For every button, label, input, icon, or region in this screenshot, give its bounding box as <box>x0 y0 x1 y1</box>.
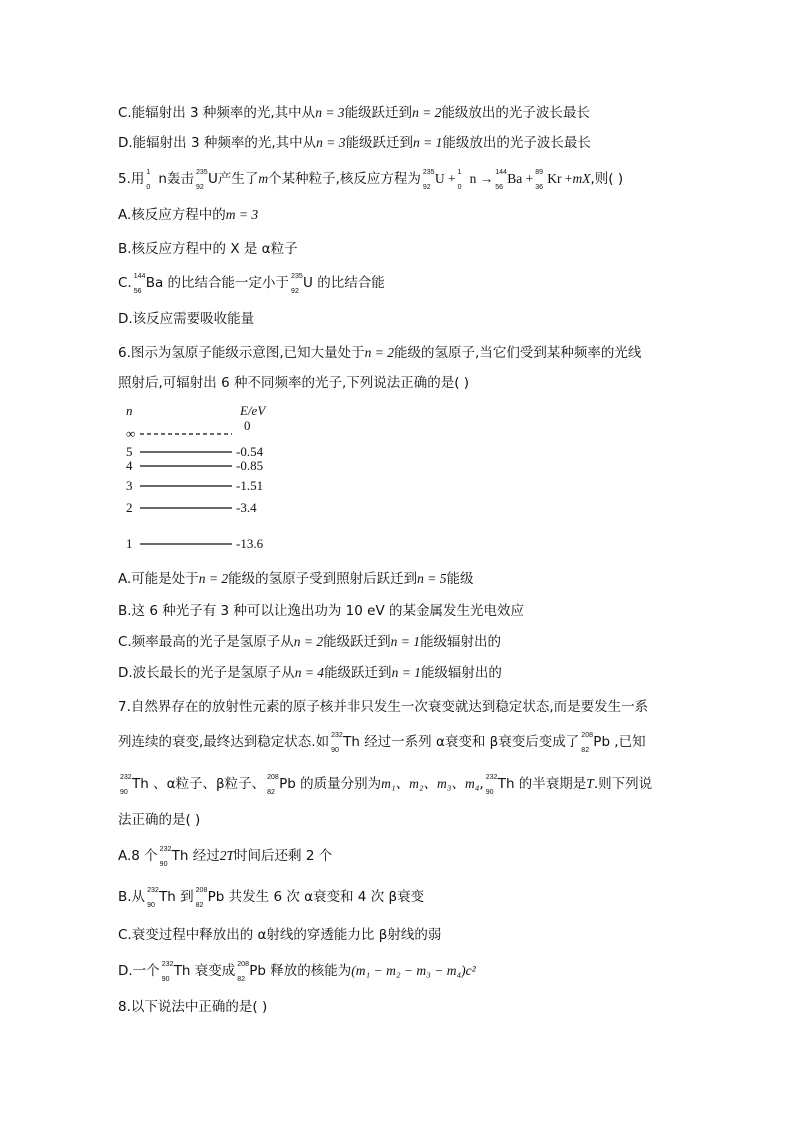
nuclide-th232: 232 90 <box>159 846 172 868</box>
q7-stem-line2: 列连续的衰变,最终达到稳定状态.如 232 90 Th 经过一系列 α衰变和 β衰变后变成了 208 82 Pb ,已知 <box>118 732 646 754</box>
nuclide-th232: 232 90 <box>147 887 159 909</box>
level-n-label: 3 <box>126 478 133 493</box>
level-energy-label: -0.54 <box>236 444 264 459</box>
q7-option-c: C.衰变过程中释放出的 α射线的穿透能力比 β射线的弱 <box>118 927 442 943</box>
q4-option-c: C.能辐射出 3 种频率的光,其中从n = 3能级跃迁到n = 2能级放出的光子波长最长 <box>118 105 590 121</box>
nuclide-th232: 232 90 <box>331 732 343 754</box>
nuclide-neutron: 1 0 <box>457 169 462 191</box>
q5-option-b: B.核反应方程中的 X 是 α粒子 <box>118 241 298 257</box>
nuclide-th232: 232 90 <box>485 774 498 796</box>
q6-stem-line2: 照射后,可辐射出 6 种不同频率的光子,下列说法正确的是( ) <box>118 375 470 391</box>
q5-option-d: D.该反应需要吸收能量 <box>118 311 255 327</box>
q7-stem-line3: 232 90 Th 、α粒子、β粒子、 208 82 Pb 的质量分别为m₁、m₂、m₃、m₄, 232 90 Th 的半衰期是T.则下列说 <box>120 774 653 796</box>
q5-stem: 5.用 1 0 n轰击 235 92 U产生了m个某种粒子,核反应方程为 235 92 U + 1 0 n → 144 56 Ba + 89 36 Kr +mX,则( ) <box>118 169 624 191</box>
q4-option-d: D.能辐射出 3 种频率的光,其中从n = 3能级跃迁到n = 1能级放出的光子波长最长 <box>118 135 591 151</box>
q6-stem-line1: 6.图示为氢原子能级示意图,已知大量处于n = 2能级的氢原子,当它们受到某种频率的光线 <box>118 345 642 361</box>
q5-option-c: C. 144 56 Ba 的比结合能一定小于 235 92 U 的比结合能 <box>118 273 385 295</box>
nuclide-pb208: 208 82 <box>195 887 208 909</box>
level-energy-label: -3.4 <box>236 500 257 515</box>
q7-option-d: D.一个 232 90 Th 衰变成 208 82 Pb 释放的核能为(m₁ − m₂ − m₃ − m₄)c² <box>118 961 476 983</box>
level-n-label: 2 <box>126 500 133 515</box>
n-header: n <box>126 403 133 418</box>
level-energy-label: -1.51 <box>236 478 264 493</box>
nuclide-ba144: 144 56 <box>133 273 146 295</box>
nuclide-pb208: 208 82 <box>267 774 279 796</box>
nuclide-pb208: 208 82 <box>581 732 593 754</box>
level-energy-label: -13.6 <box>236 536 264 551</box>
level-n-label: ∞ <box>126 426 136 441</box>
q6-option-d: D.波长最长的光子是氢原子从n = 4能级跃迁到n = 1能级辐射出的 <box>118 665 502 681</box>
level-energy-label: 0 <box>244 418 251 433</box>
level-n-label: 1 <box>126 536 133 551</box>
q5-option-a: A.核反应方程中的m = 3 <box>118 207 259 223</box>
nuclide-th232: 232 90 <box>120 774 132 796</box>
level-energy-label: -0.85 <box>236 458 264 473</box>
q6-option-c: C.频率最高的光子是氢原子从n = 2能级跃迁到n = 1能级辐射出的 <box>118 634 501 650</box>
nuclide-ba144: 144 56 <box>495 169 507 191</box>
q7-option-a: A.8 个 232 90 Th 经过2T时间后还剩 2 个 <box>118 846 333 868</box>
q6-option-b: B.这 6 种光子有 3 种可以让逸出功为 10 eV 的某金属发生光电效应 <box>118 603 524 619</box>
level-n-label: 4 <box>126 458 133 473</box>
nuclide-pb208: 208 82 <box>237 961 249 983</box>
q7-option-b: B.从 232 90 Th 到 208 82 Pb 共发生 6 次 α衰变和 4 次 β衰变 <box>118 887 425 909</box>
q6-option-a: A.可能是处于n = 2能级的氢原子受到照射后跃迁到n = 5能级 <box>118 571 474 587</box>
nuclide-u235: 235 92 <box>195 169 208 191</box>
q7-stem-line1: 7.自然界存在的放射性元素的原子核并非只发生一次衰变就达到稳定状态,而是要发生一系 <box>118 699 649 715</box>
nuclide-neutron: 1 0 <box>146 169 151 191</box>
q8-stem: 8.以下说法中正确的是( ) <box>118 999 268 1015</box>
level-n-label: 5 <box>126 444 133 459</box>
nuclide-kr89: 89 36 <box>535 169 544 191</box>
nuclide-th232: 232 90 <box>161 961 174 983</box>
nuclide-u235: 235 92 <box>422 169 435 191</box>
energy-header: E/eV <box>240 403 266 418</box>
energy-level-diagram <box>118 400 288 552</box>
nuclide-u235: 235 92 <box>291 273 303 295</box>
q7-stem-line4: 法正确的是( ) <box>118 812 201 828</box>
